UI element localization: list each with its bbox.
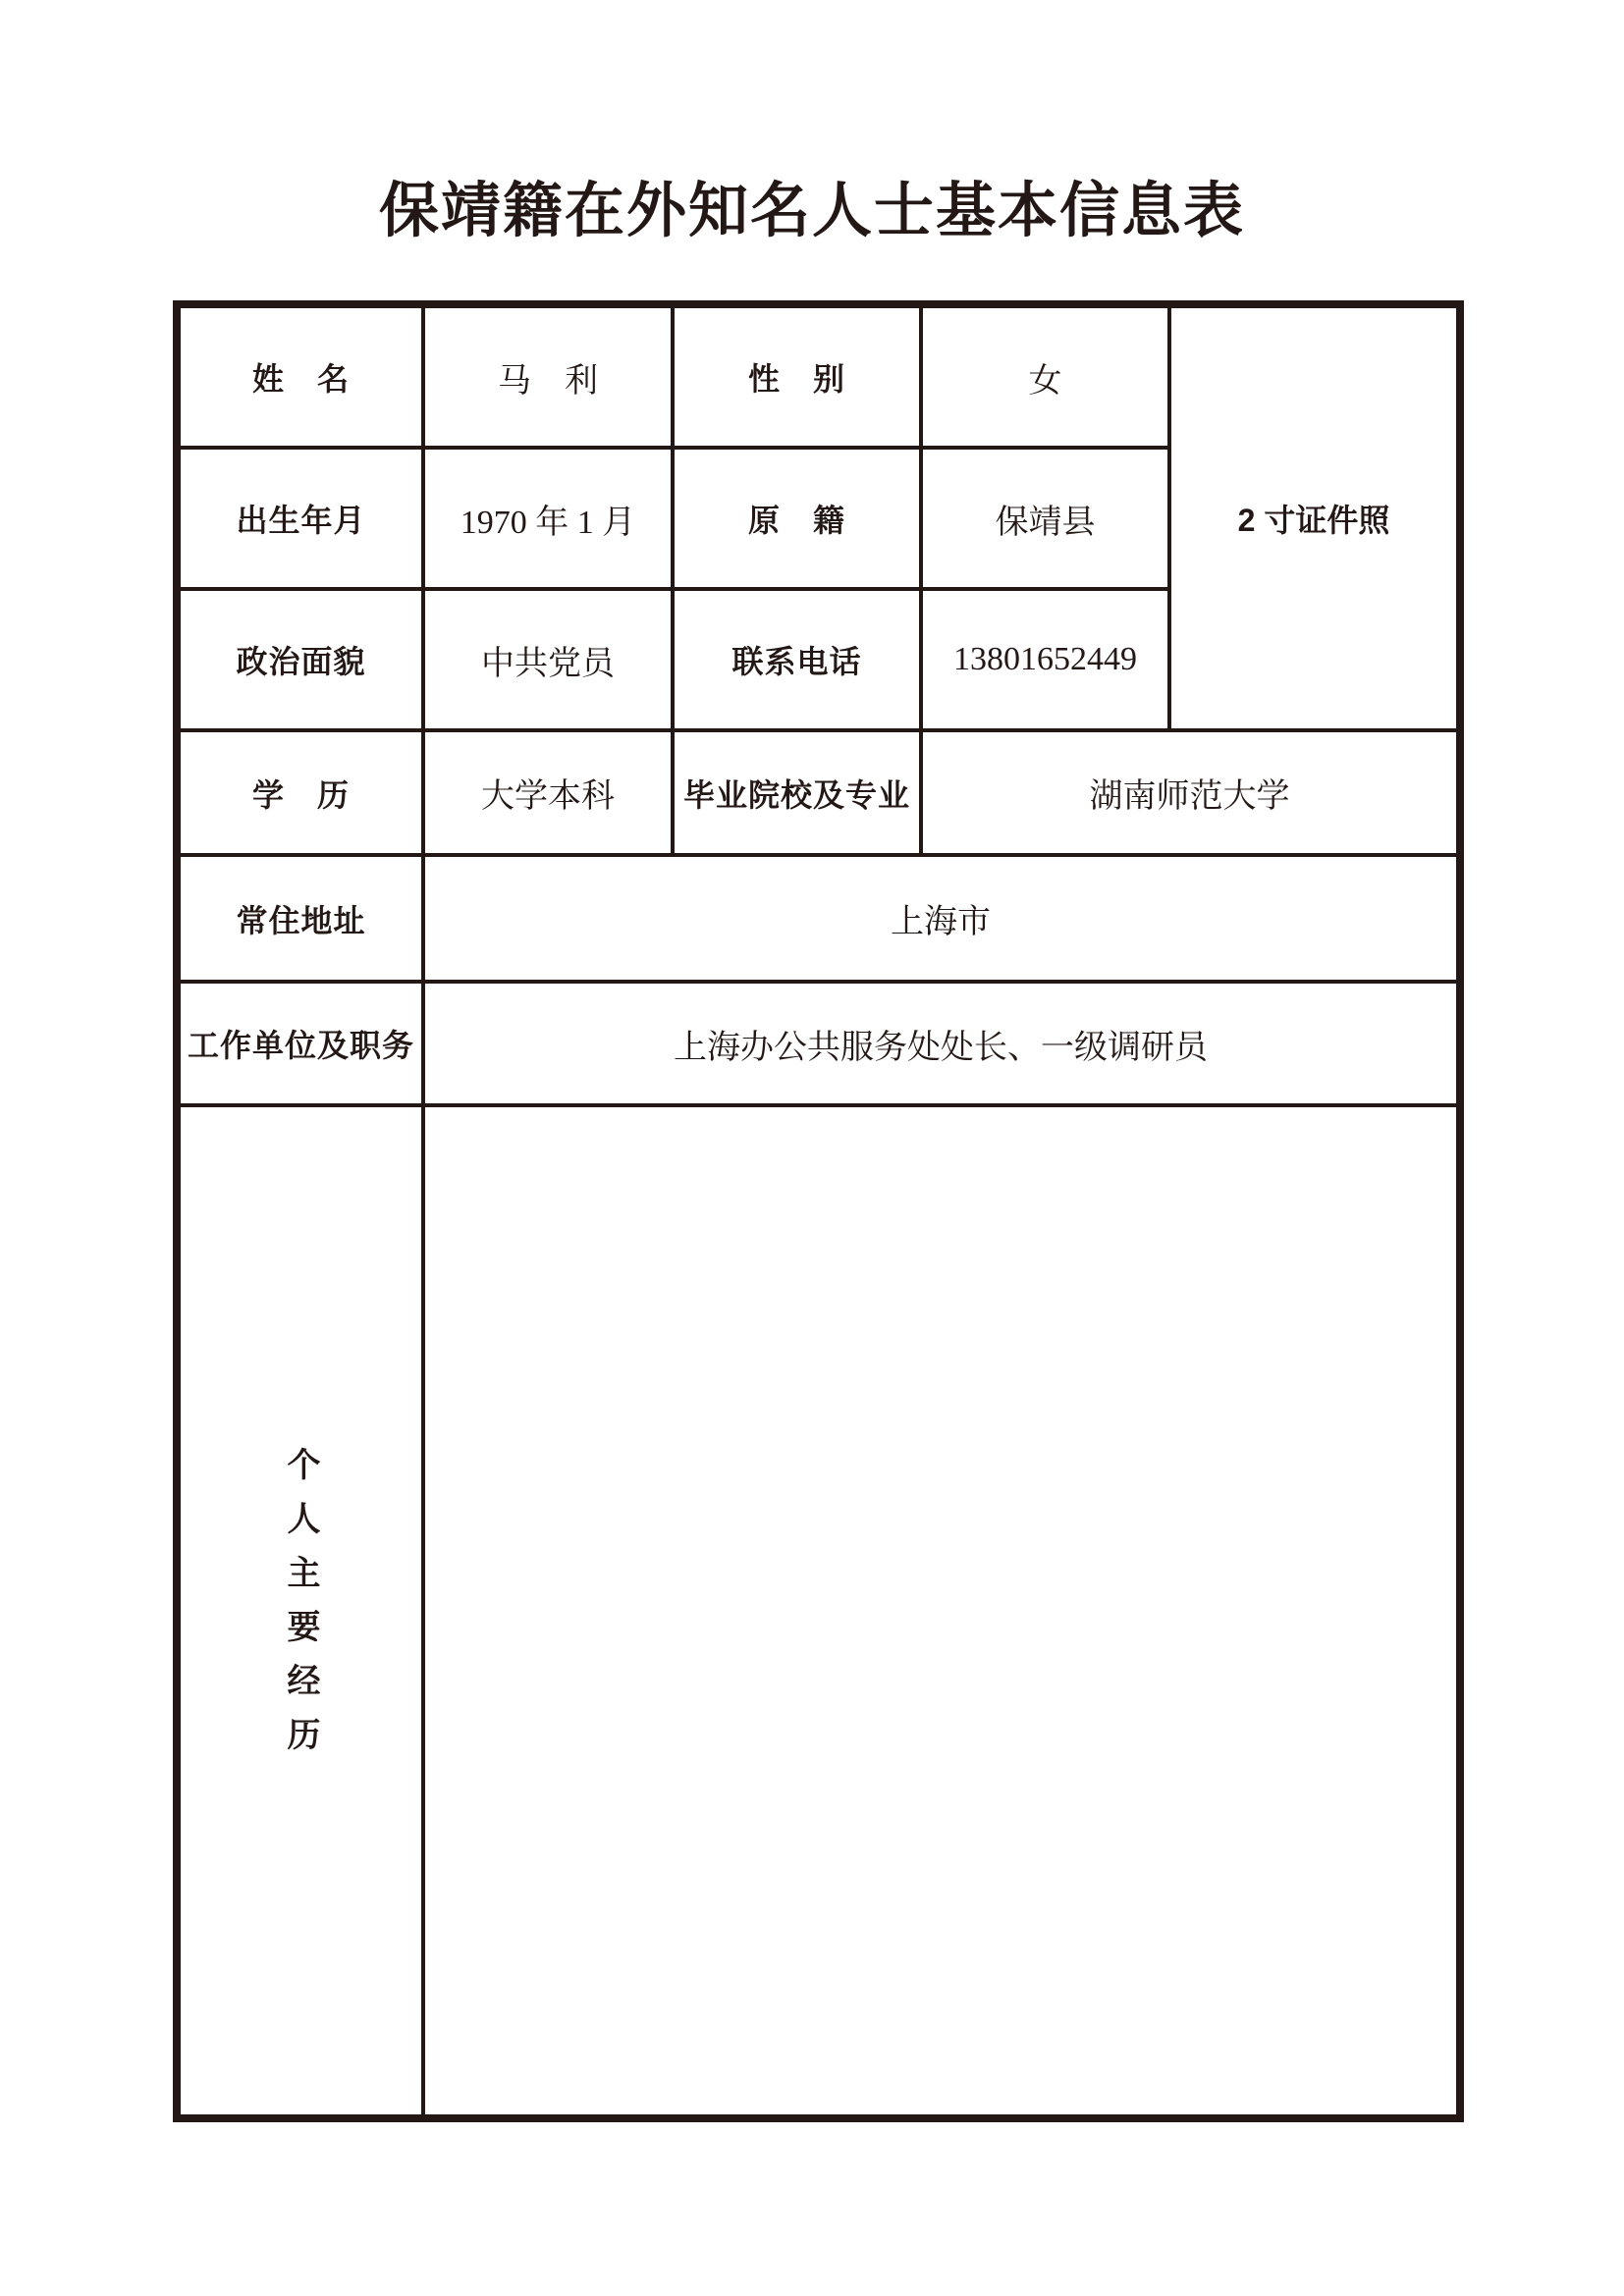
gender-value: 女 [921,304,1169,448]
origin-label: 原 籍 [673,448,921,589]
career-value [423,1105,1460,2118]
career-label [177,1105,423,2118]
info-table [173,300,1464,2122]
career-label-text: 个人主要经历 [282,1446,319,1771]
photo-placeholder: 2 寸证件照 [1169,304,1460,730]
form-title: 保靖籍在外知名人士基本信息表 [378,179,1245,244]
name-label: 姓 名 [177,304,423,448]
table-row [177,855,1460,982]
table-row [177,304,1460,448]
phone-value: 13801652449 [921,589,1169,730]
school-label: 毕业院校及专业 [673,730,921,855]
birth-date-label: 出生年月 [177,448,423,589]
job-value: 上海办公共服务处处长、一级调研员 [423,982,1460,1105]
gender-label: 性 别 [673,304,921,448]
education-label: 学 历 [177,730,423,855]
table-row [177,982,1460,1105]
address-label: 常住地址 [177,855,423,982]
political-status-label: 政治面貌 [177,589,423,730]
origin-value: 保靖县 [921,448,1169,589]
education-value: 大学本科 [423,730,673,855]
address-value: 上海市 [423,855,1460,982]
phone-label: 联系电话 [673,589,921,730]
job-label: 工作单位及职务 [177,982,423,1105]
political-status-value: 中共党员 [423,589,673,730]
table-row [177,730,1460,855]
table-row [177,1105,1460,2118]
birth-date-value: 1970 年 1 月 [423,448,673,589]
name-value: 马 利 [423,304,673,448]
school-value: 湖南师范大学 [921,730,1460,855]
